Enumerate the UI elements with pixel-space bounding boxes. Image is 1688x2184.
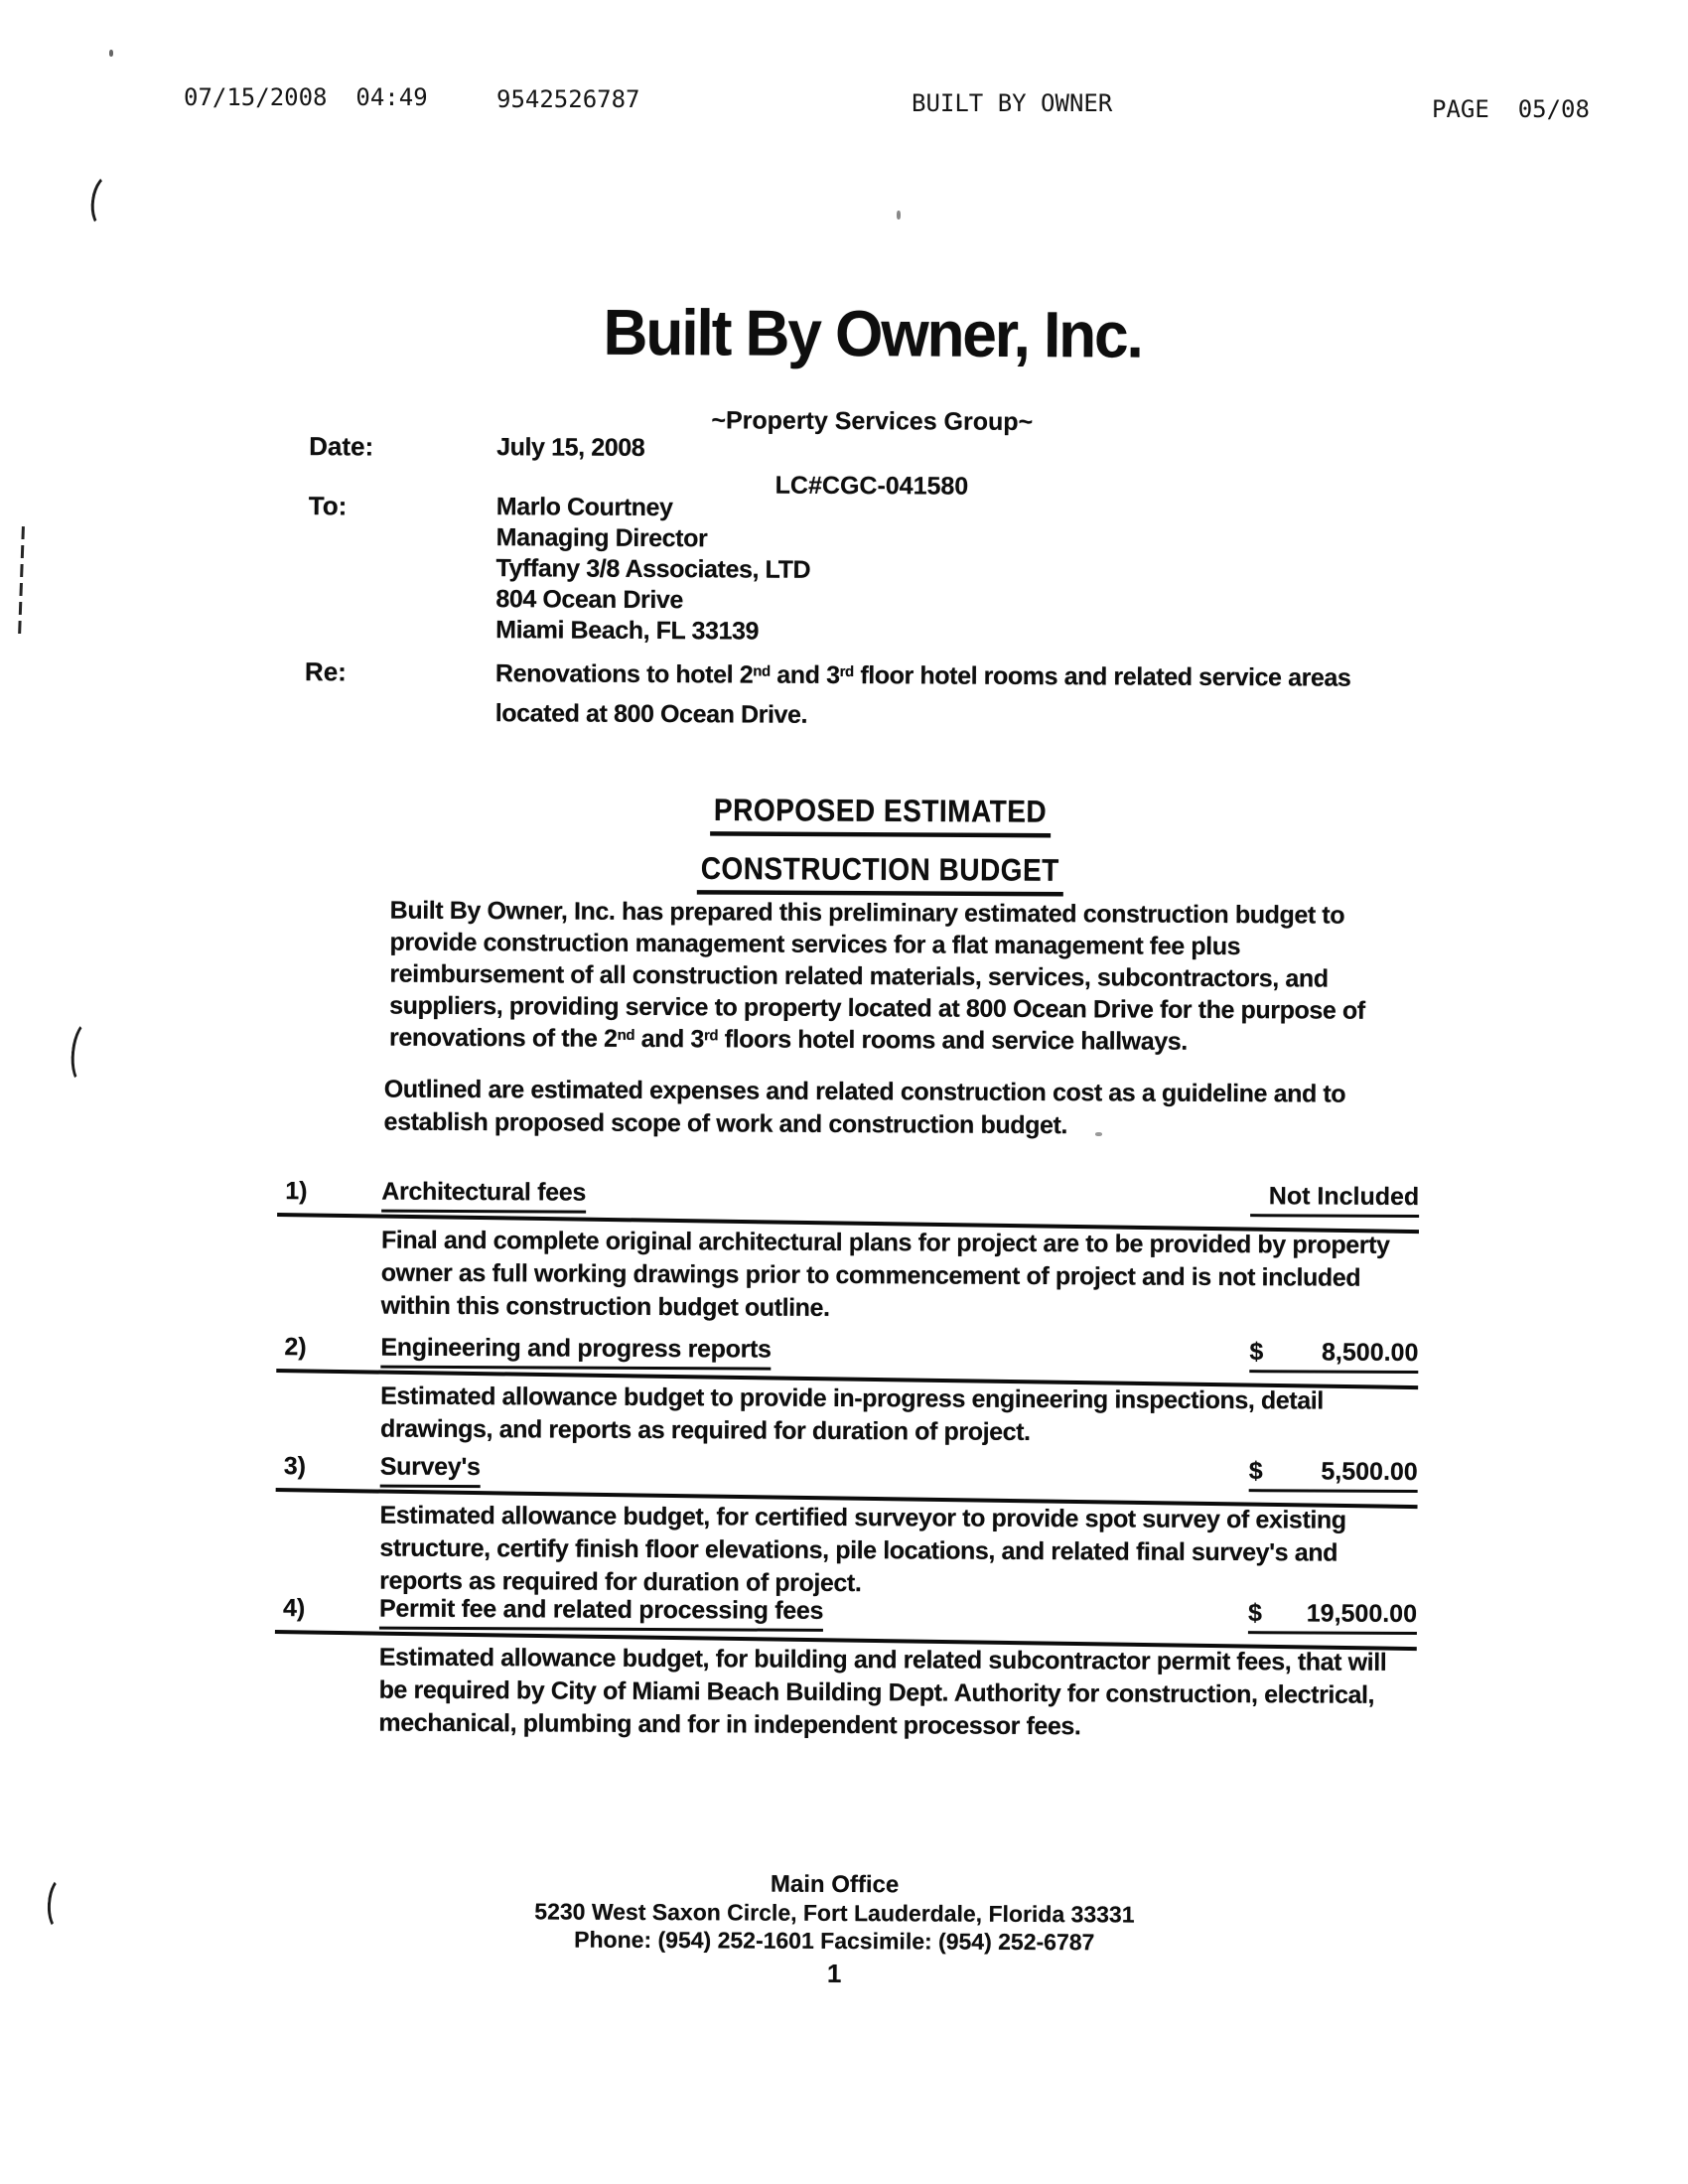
text-line: structure, certify finish floor elevations, pile locations, and related final survey's and (379, 1533, 1338, 1567)
fax-datetime: 07/15/2008 04:49 (184, 83, 428, 111)
text-line: Managing Director (495, 523, 708, 553)
text-line: Miami Beach, FL 33139 (495, 616, 760, 646)
company-license: LC#CGC-041580 (774, 471, 969, 501)
text-line: owner as full working drawings prior to commencement of project and is not included (380, 1258, 1361, 1292)
text-line: reports as required for duration of project. (379, 1566, 862, 1598)
text-line: Final and complete original architectural plans for project are to be provided by property (380, 1226, 1390, 1259)
item-amount (1249, 1457, 1418, 1493)
item-amount (1250, 1182, 1419, 1218)
item-value: Not Included (1268, 1182, 1420, 1212)
item-currency: $ (1248, 1457, 1263, 1486)
item-currency: $ (1247, 1599, 1263, 1628)
item-description (380, 1381, 1324, 1451)
item-description (381, 1225, 1390, 1328)
item-description (378, 1642, 1386, 1745)
item-number: 3) (283, 1452, 307, 1481)
date-label: Date: (309, 431, 374, 462)
text-line: within this construction budget outline. (380, 1291, 830, 1322)
page-number: 1 (826, 1958, 842, 1989)
text-line: Outlined are estimated expenses and related construction cost as a guideline and to (383, 1075, 1346, 1108)
text-line: establish proposed scope of work and construction budget. (383, 1107, 1068, 1140)
item-title: Engineering and progress reports (380, 1334, 771, 1371)
item-amount (1248, 1599, 1417, 1635)
footer-address: 5230 West Saxon Circle, Fort Lauderdale, Florida 33331 (534, 1898, 1135, 1928)
footer-office: Main Office (770, 1870, 900, 1899)
fax-sender-name: BUILT BY OWNER (912, 89, 1113, 117)
superscript-text: rd (703, 1027, 719, 1045)
re-label: Re: (304, 656, 347, 687)
text-line: be required by City of Miami Beach Building Dept. Authority for construction, electrical, (378, 1675, 1375, 1709)
text-line: Estimated allowance budget, for building and related subcontractor permit fees, that will (378, 1643, 1387, 1676)
item-value: 8,500.00 (1321, 1338, 1419, 1368)
heading-line-2: CONSTRUCTION BUDGET (697, 851, 1063, 897)
to-label: To: (308, 491, 348, 521)
text-line: suppliers, providing service to property located at 800 Ocean Drive for the purpose of (389, 991, 1365, 1025)
company-tagline: ~Property Services Group~ (711, 406, 1034, 437)
item-value: 19,500.00 (1306, 1599, 1418, 1629)
text-line: Marlo Courtney (495, 493, 673, 522)
date-value: July 15, 2008 (496, 433, 645, 462)
intro-paragraph-1 (389, 895, 1365, 1063)
superscript-text: nd (617, 1027, 635, 1045)
budget-item-3 (276, 1452, 1418, 1598)
heading-line-1: PROPOSED ESTIMATED (710, 793, 1051, 837)
intro-paragraph-2 (384, 1074, 1346, 1144)
document-heading (344, 775, 1391, 914)
text-segment: and 3 (634, 1024, 705, 1054)
text-line: reimbursement of all construction related materials, services, subcontractors, and (389, 959, 1329, 993)
item-description (379, 1500, 1346, 1603)
text-line: Estimated allowance budget, for certified surveyor to provide spot survey of existing (379, 1501, 1346, 1534)
budget-item-2 (276, 1333, 1419, 1447)
text-line: Built By Owner, Inc. has prepared this preliminary estimated construction budget to (389, 896, 1345, 930)
re-text (495, 655, 1351, 737)
footer-phone: Phone: (954) 252-1601 Facsimile: (954) 252-6787 (574, 1926, 1095, 1956)
text-line: Estimated allowance budget to provide in-progress engineering inspections, detail (380, 1382, 1324, 1415)
superscript-text: nd (753, 662, 771, 680)
text-segment: floor hotel rooms and related service areas (853, 661, 1351, 692)
item-number: 1) (285, 1177, 308, 1206)
text-segment: floors hotel rooms and service hallways. (718, 1025, 1188, 1056)
text-line: provide construction management services for a flat management fee plus (389, 928, 1241, 961)
superscript-text: rd (839, 663, 854, 681)
item-currency: $ (1249, 1338, 1264, 1367)
item-amount (1249, 1338, 1418, 1374)
text-line: drawings, and reports as required for duration of project. (379, 1414, 1031, 1447)
text-line: Tyffany 3/8 Associates, LTD (495, 554, 811, 584)
text-line: mechanical, plumbing and for in independent processor fees. (378, 1708, 1081, 1741)
item-number: 4) (282, 1594, 306, 1623)
budget-item-1 (277, 1177, 1420, 1322)
item-title: Architectural fees (381, 1178, 586, 1214)
text-segment: Renovations to hotel 2 (494, 659, 754, 689)
item-value: 5,500.00 (1321, 1457, 1418, 1487)
item-title: Survey's (380, 1453, 481, 1489)
text-segment: and 3 (770, 660, 840, 689)
text-segment: renovations of the 2 (388, 1023, 618, 1053)
text-line (389, 1022, 1365, 1063)
text-line: 804 Ocean Drive (495, 585, 684, 615)
item-number: 2) (284, 1333, 307, 1362)
fax-number: 9542526787 (496, 85, 640, 113)
budget-item-4 (275, 1594, 1418, 1741)
text-line (495, 655, 1351, 700)
recipient-block (495, 492, 810, 648)
item-title: Permit fee and related processing fees (379, 1595, 823, 1632)
company-name: Built By Owner, Inc. (603, 297, 1143, 372)
text-line: located at 800 Ocean Drive. (494, 699, 808, 729)
fax-page-indicator: PAGE 05/08 (1432, 95, 1590, 123)
